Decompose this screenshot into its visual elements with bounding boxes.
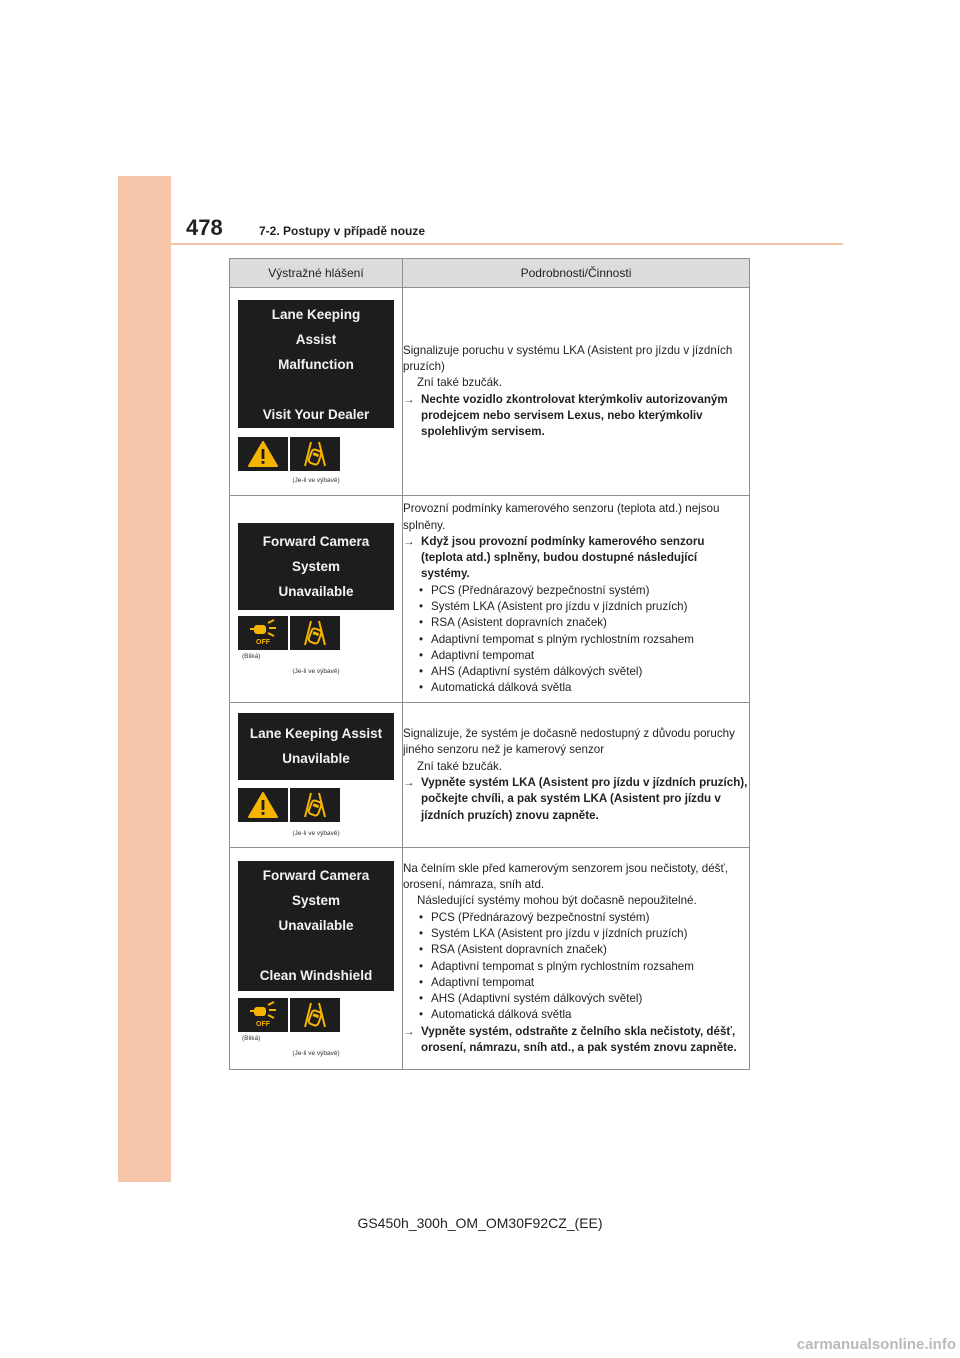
indicator-icons [238,998,394,1032]
list-item: • Systém LKA (Asistent pro jízdu v jízdních pruzích) [417,599,749,615]
indicator-icons [238,616,394,650]
details-cell [403,703,750,848]
warning-triangle-icon [238,788,288,822]
display-line: Clean Windshield [259,967,373,983]
display-line: Forward Camera [262,534,370,549]
display-line [238,938,394,963]
display-message [238,861,394,991]
display-line [238,377,394,402]
indicator-icons [238,788,394,822]
list-item: • Adaptivní tempomat [417,975,749,991]
list-item: • RSA (Asistent dopravních značek) [417,615,749,631]
arrow-icon: → [403,392,415,406]
display-line: Unavilable [282,751,350,766]
display-line: Assist [295,331,337,347]
indicator-icons [238,437,394,471]
table-row [230,848,750,1070]
list-item: • Systém LKA (Asistent pro jízdu v jízdních pruzích) [417,926,749,942]
action-text: Nechte vozidlo zkontrolovat kterýmkoliv autorizovaným prodejcem nebo servisem Lexus, nebo kterýmkoliv spolehlivým servisem. [421,392,728,439]
display-line: Visit Your Dealer [262,406,370,422]
display-line: Lane Keeping [271,306,361,322]
table-row [230,703,750,848]
display-line: Unavailable [278,584,354,599]
action-text: Když jsou provozní podmínky kamerového senzoru (teplota atd.) splněny, budou dostupné následující systémy. [421,534,705,581]
document-footer: GS450h_300h_OM_OM30F92CZ_(EE) [357,1215,603,1231]
systems-list [403,583,749,697]
details-cell [403,848,750,1070]
warning-triangle-icon [238,437,288,471]
warning-cell [230,848,403,1070]
equipment-note: (Je-li ve výbavě) [292,830,340,837]
lka-car-icon [290,788,340,822]
display-line: Lane Keeping Assist [249,726,383,741]
table-row [230,496,750,703]
table-row [230,288,750,496]
display-line: System [291,892,341,908]
details-sub: Zní také bzučák. [417,376,503,390]
warning-cell [230,496,403,703]
list-item: • RSA (Asistent dopravních značek) [417,942,749,958]
action-line [403,775,749,824]
blink-note: (Bliká) [242,1034,261,1042]
arrow-icon: → [403,534,415,548]
warning-table [229,258,750,1070]
pcs-off-icon [238,998,288,1032]
list-item: • Adaptivní tempomat s plným rychlostním rozsahem [417,632,749,648]
display-message [238,523,394,610]
lka-car-icon [290,437,340,471]
arrow-icon: → [403,1024,415,1038]
display-line: System [291,559,341,574]
display-message [238,713,394,780]
details-cell [403,288,750,496]
list-item: • AHS (Adaptivní systém dálkových světel) [417,991,749,1007]
action-line [403,392,749,441]
list-item: • Automatická dálková světla [417,680,749,696]
side-strip [118,176,171,1182]
display-line: Malfunction [278,356,354,372]
column-header-warning: Výstražné hlášení [230,259,403,288]
list-item: • AHS (Adaptivní systém dálkových světel) [417,664,749,680]
blink-note: (Bliká) [242,653,261,660]
section-title: 7-2. Postupy v případě nouze [259,224,426,238]
off-label: OFF [256,1020,270,1028]
action-line [403,1024,749,1057]
pcs-off-icon [238,616,288,650]
equipment-note: (Je-li ve výbavě) [292,668,340,675]
page-number: 478 [186,215,223,240]
warning-cell [230,288,403,496]
arrow-icon: → [403,776,415,789]
list-item: • PCS (Přednárazový bezpečnostní systém) [417,910,749,926]
details-cell [403,496,750,703]
header-rule [171,243,843,245]
action-text: Vypněte systém, odstraňte z čelního skla nečistoty, déšť, orosení, námrazu, sníh atd., a pak systém znovu zapněte. [421,1024,737,1054]
details-sub: Následující systémy mohou být dočasně nepoužitelné. [417,894,697,908]
watermark: carmanualsonline.info [796,1336,956,1353]
list-item: • PCS (Přednárazový bezpečnostní systém) [417,583,749,599]
warning-cell [230,703,403,848]
details-sub: Zní také bzučák. [417,759,503,773]
list-item: • Adaptivní tempomat [417,648,749,664]
display-message [238,300,394,428]
details-intro: Na čelním skle před kamerovým senzorem jsou nečistoty, déšť, orosení, námraza, sníh atd. [403,861,729,892]
column-header-details: Podrobnosti/Činnosti [403,259,750,288]
off-label: OFF [256,639,270,646]
display-line: Unavailable [278,917,354,933]
action-text: Vypněte systém LKA (Asistent pro jízdu v jízdních pruzích), počkejte chvíli, a pak systém LKA (Asistent pro jízdu v jízdních pruzích) znovu zapněte. [421,776,748,822]
lka-car-icon [290,998,340,1032]
equipment-note: (Je-li ve výbavě) [292,1049,340,1057]
display-line: Forward Camera [262,867,370,883]
list-item: • Automatická dálková světla [417,1007,749,1023]
systems-list [403,910,749,1024]
action-line [403,534,749,583]
details-intro: Signalizuje poruchu v systému LKA (Asistent pro jízdu v jízdních pruzích) [403,343,733,373]
details-intro: Signalizuje, že systém je dočasně nedostupný z důvodu poruchy jiného senzoru než je kamerový senzor [403,727,735,757]
lka-car-icon [290,616,340,650]
details-intro: Provozní podmínky kamerového senzoru (teplota atd.) nejsou splněny. [403,502,720,532]
list-item: • Adaptivní tempomat s plným rychlostním rozsahem [417,959,749,975]
equipment-note: (Je-li ve výbavě) [292,476,340,484]
